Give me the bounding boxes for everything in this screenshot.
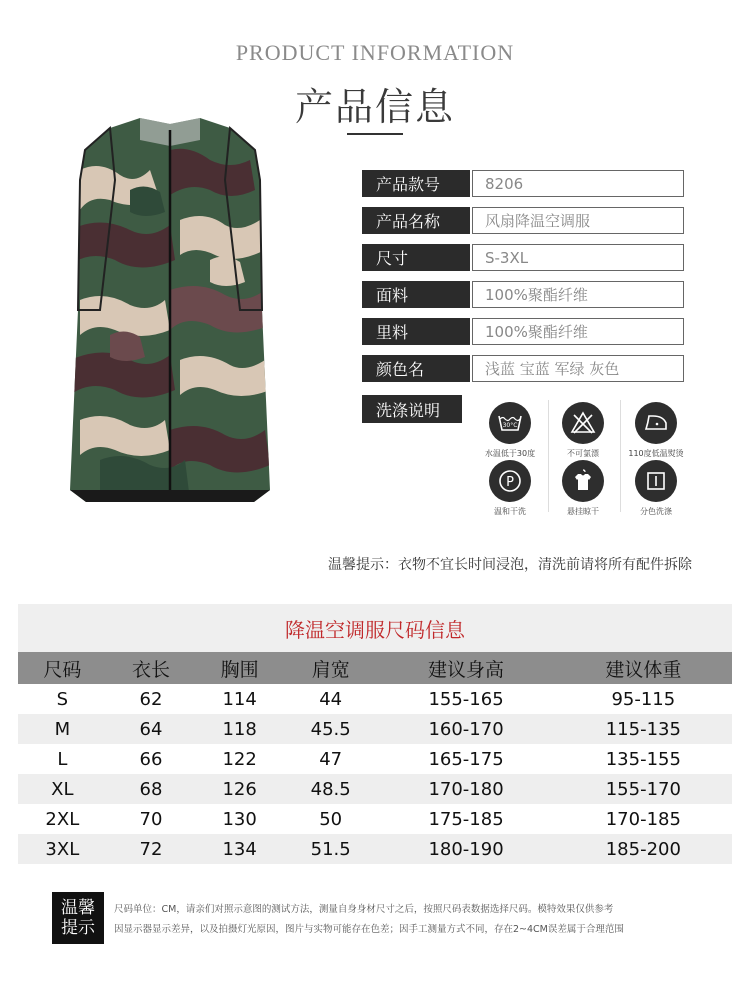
table-row [18, 804, 732, 834]
care-caption: 悬挂晾干 [567, 507, 599, 516]
table-cell: L [57, 748, 68, 770]
dry-clean-p-icon [489, 460, 531, 502]
wash-instructions-label: 洗涤说明 [362, 395, 462, 423]
info-value: 浅蓝 宝蓝 军绿 灰色 [472, 355, 684, 382]
table-cell: 70 [139, 808, 163, 830]
info-value: 风扇降温空调服 [472, 207, 684, 234]
table-cell: 170-180 [377, 774, 554, 804]
column-header: 胸围 [195, 652, 284, 684]
title-divider [347, 133, 403, 135]
table-cell: 155-170 [555, 774, 732, 804]
info-value: 8206 [472, 170, 684, 197]
info-value: S-3XL [472, 244, 684, 271]
care-item [475, 460, 545, 517]
info-row-product-name [362, 207, 684, 234]
info-label: 里料 [362, 318, 470, 345]
info-row-size [362, 244, 684, 271]
note-badge-line: 温馨 [61, 898, 95, 918]
info-label: 尺寸 [362, 244, 470, 271]
table-cell: 134 [195, 834, 284, 864]
care-caption: 分色洗涤 [640, 507, 672, 516]
info-row-style-no [362, 170, 684, 197]
table-cell: 180-190 [377, 834, 554, 864]
info-row-lining [362, 318, 684, 345]
care-caption: 温和干洗 [494, 507, 526, 516]
size-chart [18, 604, 732, 864]
camo-vest-image [40, 110, 300, 530]
info-label: 产品名称 [362, 207, 470, 234]
table-cell: 175-185 [428, 808, 504, 830]
wash-temp-glyph: 30°C [502, 422, 518, 429]
iron-110-icon [635, 402, 677, 444]
table-cell: S [56, 688, 69, 710]
table-header-row [18, 652, 732, 684]
table-cell: 68 [107, 774, 196, 804]
column-header: 衣长 [107, 652, 196, 684]
table-cell: 114 [222, 688, 257, 710]
table-cell: 155-165 [428, 688, 504, 710]
table-row [18, 714, 732, 744]
table-cell: 51.5 [284, 834, 377, 864]
table-cell: 135-155 [605, 748, 681, 770]
table-cell: 95-115 [611, 688, 676, 710]
table-cell: 64 [107, 714, 196, 744]
table-cell: 50 [319, 808, 343, 830]
care-tip: 温馨提示：衣物不宜长时间浸泡，清洗前请将所有配件拆除 [328, 557, 692, 573]
english-title: PRODUCT INFORMATION [235, 40, 515, 65]
no-bleach-icon [562, 402, 604, 444]
note-badge [52, 892, 104, 944]
table-cell: M [18, 714, 107, 744]
info-label: 面料 [362, 281, 470, 308]
product-info-list [362, 170, 684, 392]
info-label: 产品款号 [362, 170, 470, 197]
table-cell: 66 [139, 748, 163, 770]
care-caption: 110度低温熨烫 [628, 449, 684, 458]
table-cell: 44 [319, 688, 343, 710]
table-cell: 165-175 [428, 748, 504, 770]
info-row-colors [362, 355, 684, 382]
note-badge-line: 提示 [61, 918, 95, 938]
hang-dry-icon [562, 460, 604, 502]
table-cell: 115-135 [555, 714, 732, 744]
care-item [548, 460, 618, 517]
table-cell: 126 [195, 774, 284, 804]
table-cell: 2XL [45, 808, 80, 830]
table-cell: 45.5 [284, 714, 377, 744]
table-cell: 160-170 [377, 714, 554, 744]
table-cell: 62 [139, 688, 163, 710]
care-caption: 不可氯漂 [567, 449, 599, 458]
table-cell: 170-185 [605, 808, 681, 830]
table-cell: 48.5 [284, 774, 377, 804]
wash-30-icon [489, 402, 531, 444]
table-row [18, 744, 732, 774]
note-text [114, 900, 624, 940]
info-value: 100%聚酯纤维 [472, 281, 684, 308]
care-item [621, 402, 691, 459]
table-cell: 72 [107, 834, 196, 864]
table-row [18, 774, 732, 804]
table-cell: 185-200 [555, 834, 732, 864]
size-table [18, 652, 732, 864]
care-item [475, 402, 545, 459]
measurement-note [52, 886, 702, 944]
page-title: 产品信息 [294, 85, 455, 129]
column-header: 肩宽 [284, 652, 377, 684]
info-label: 颜色名 [362, 355, 470, 382]
table-cell: 130 [222, 808, 257, 830]
care-item [621, 460, 691, 517]
column-header: 建议身高 [377, 652, 554, 684]
care-item [548, 402, 618, 459]
table-cell: 3XL [18, 834, 107, 864]
table-row [18, 834, 732, 864]
info-row-fabric [362, 281, 684, 308]
note-line: 尺码单位：CM，请亲们对照示意图的测试方法，测量自身身材尺寸之后，按照尺码表数据选择尺码。模特效果仅供参考 [114, 904, 614, 915]
table-cell: XL [18, 774, 107, 804]
separate-wash-icon [635, 460, 677, 502]
info-value: 100%聚酯纤维 [472, 318, 684, 345]
size-chart-title: 降温空调服尺码信息 [18, 604, 732, 652]
table-cell: 122 [222, 748, 257, 770]
dry-clean-glyph: P [506, 475, 514, 490]
table-row [18, 684, 732, 714]
column-header: 建议体重 [555, 652, 732, 684]
table-cell: 118 [195, 714, 284, 744]
note-line: 因显示器显示差异，以及拍摄灯光原因，图片与实物可能存在色差；因手工测量方式不同，存在2~4CM误差属于合理范围 [114, 924, 624, 935]
column-header: 尺码 [18, 652, 107, 684]
table-cell: 47 [319, 748, 343, 770]
care-caption: 水温低于30度 [484, 449, 536, 458]
